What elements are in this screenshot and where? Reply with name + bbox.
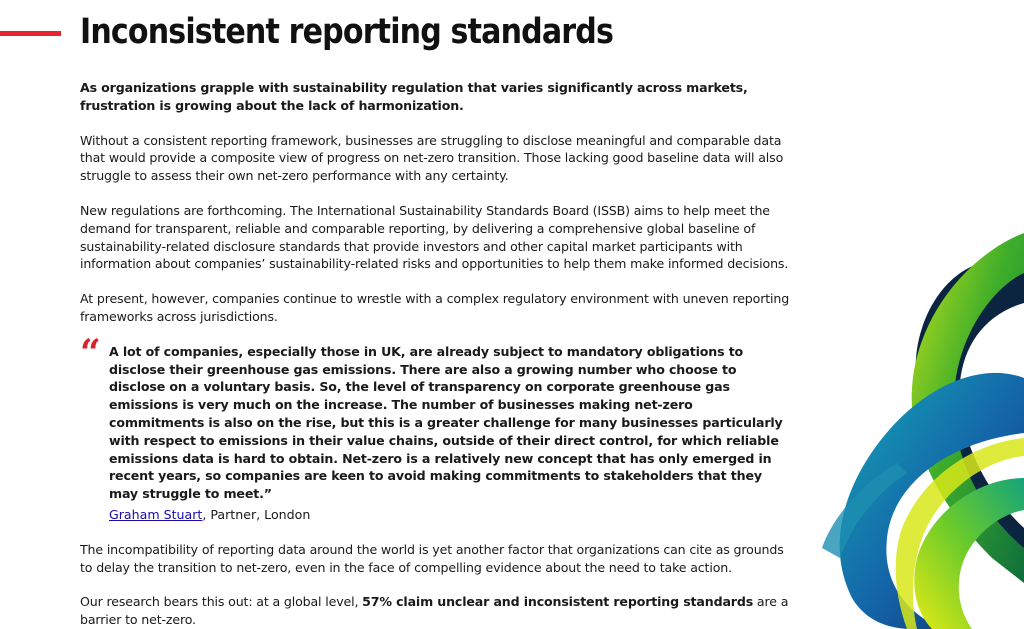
quote-text: A lot of companies, especially those in UK, are already subject to mandatory obligations to disclose their greenhouse gas emissions. There are also a growing number who choose to disclose on a voluntary basis. So, the level of transparency on corporate greenhouse gas emissions is very much on the increase. The number of businesses making net-zero commitments is also on the rise, but this is a greater challenge for many businesses particularly with respect to emissions in their value chains, outside of their direct control, for which reliable emissions data is hard to obtain. Net-zero is a relatively new concept that has only emerged in recent years, so companies are keen to avoid making commitments to stakeholders that they may struggle to meet.”	[109, 343, 783, 502]
author-role: , Partner, London	[202, 506, 311, 522]
quote-mark-icon: “	[80, 331, 101, 374]
paragraph-incompatibility: The incompatibility of reporting data around the world is yet another factor that organizations can cite as grounds to delay the transition to net-zero, even in the face of compelling evidence about the need to take action.	[80, 541, 784, 575]
research-statistic: 57% claim unclear and inconsistent reporting standards	[362, 594, 754, 610]
quote-attribution	[109, 506, 792, 524]
pull-quote	[80, 331, 792, 524]
swirl-brushstroke-graphic	[822, 228, 1024, 629]
article-body	[80, 79, 792, 629]
paragraph-present-environment: At present, however, companies continue to wrestle with a complex regulatory environment with uneven reporting frameworks across jurisdictions.	[80, 291, 790, 324]
research-text-after: are a barrier to net-zero.	[80, 594, 789, 628]
paragraph-research	[80, 593, 792, 629]
research-text-before: Our research bears this out: at a global level,	[80, 594, 363, 610]
accent-rule	[0, 31, 61, 36]
page-title: Inconsistent reporting standards	[80, 12, 614, 52]
paragraph-reporting-framework: Without a consistent reporting framework, businesses are struggling to disclose meaningful and comparable data that would provide a composite view of progress on net-zero transition. Those lacking good baseline data will also struggle to assess their own net-zero performance with any certainty.	[80, 132, 784, 184]
lead-paragraph: As organizations grapple with sustainability regulation that varies significantly across markets, frustration is growing about the lack of harmonization.	[80, 80, 748, 113]
paragraph-new-regulations: New regulations are forthcoming. The International Sustainability Standards Board (ISSB) aims to help meet the demand for transparent, reliable and comparable reporting, by delivering a comprehensive global baseline of sustainability-related disclosure standards that provide investors and other capital market participants with information about companies’ sustainability-related risks and opportunities to help them make informed decisions.	[80, 202, 789, 272]
author-link[interactable]: Graham Stuart	[109, 506, 203, 522]
